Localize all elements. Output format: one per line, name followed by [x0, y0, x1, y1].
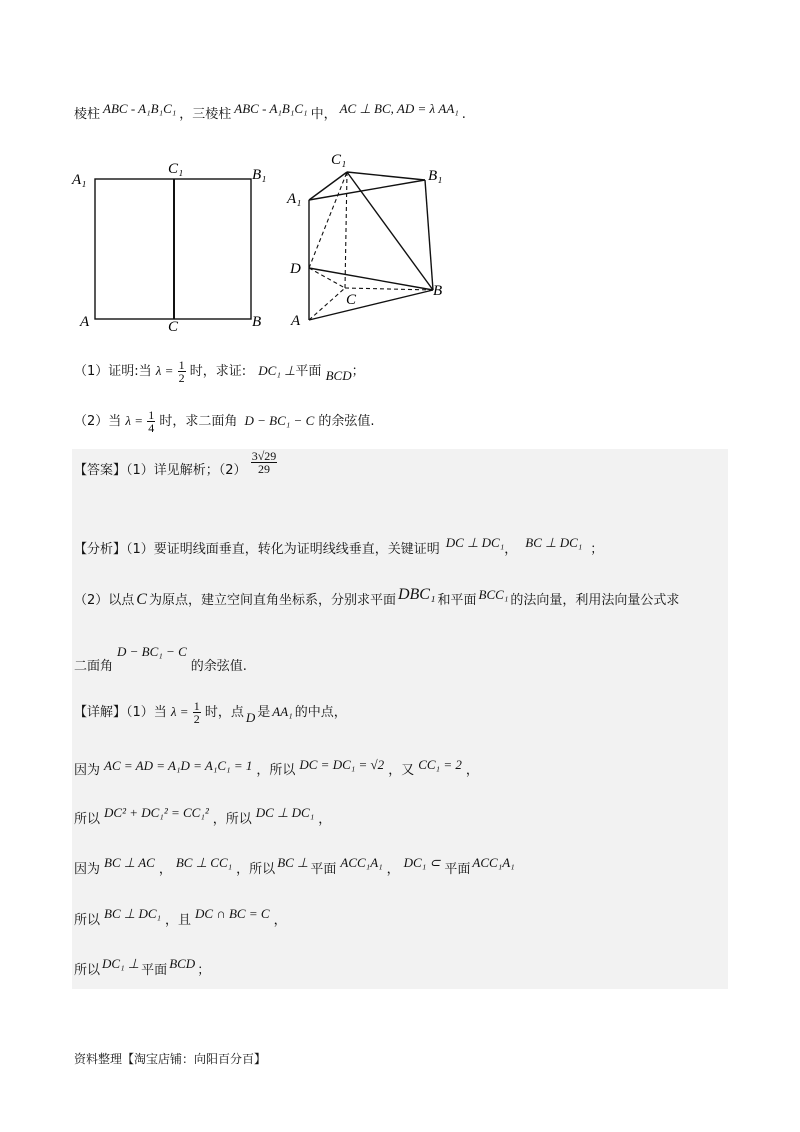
label-a1-left: A₁	[72, 172, 87, 188]
detail-l4-plane2: 平面	[444, 862, 471, 877]
analysis-math-3: C	[136, 591, 147, 608]
answer-den: 29	[257, 462, 270, 476]
detail-l2-mid2: ，又	[388, 763, 415, 778]
detail-l1-mid: 时，点	[204, 705, 244, 720]
q1-prefix: （1）证明:当	[74, 364, 152, 379]
q1-fraction	[178, 359, 186, 384]
analysis-line-3	[74, 644, 247, 674]
detail-label: 【详解】（1）当	[74, 705, 167, 720]
edge-a1-b1	[309, 180, 425, 200]
detail-l6-end: ；	[197, 963, 211, 978]
detail-l2-pre: 因为	[74, 763, 101, 778]
detail-l1-end: 的中点，	[294, 705, 347, 720]
detail-l2-math-2: DC = DC₁ = √2	[299, 757, 385, 772]
label-c-right: C	[346, 292, 357, 308]
detail-l4-math-1: BC ⊥ AC	[104, 855, 155, 870]
q2-lambda: λ =	[125, 413, 144, 428]
analysis-l3-prefix: 二面角	[74, 659, 114, 674]
edge-a1-c1	[309, 172, 347, 200]
detail-l5-pre: 所以	[74, 913, 101, 928]
analysis-line-1	[74, 535, 604, 557]
q1-mid: 时，求证:	[189, 364, 247, 379]
label-c1-left: C₁	[168, 161, 184, 177]
intro-text-3: 中，	[310, 107, 337, 122]
intro-line	[74, 103, 466, 122]
label-c-left: C	[168, 319, 179, 335]
detail-l4-mid: ，所以	[236, 862, 276, 877]
detail-aa1: AA₁	[272, 704, 293, 719]
detail-l4-math-2: BC ⊥ CC₁	[175, 855, 233, 870]
q2-end: 的余弦值.	[318, 414, 375, 429]
analysis-math-4: DBC₁	[397, 586, 436, 603]
detail-l5-math-1: BC ⊥ DC₁	[104, 906, 162, 921]
q1-plane: 平面	[295, 364, 322, 379]
question-1	[74, 359, 365, 384]
analysis-label: 【分析】（1）要证明线面垂直，转化为证明线线垂直，关键证明	[74, 542, 440, 557]
answer-line	[74, 449, 277, 484]
q2-fraction	[147, 409, 155, 434]
detail-l3-mid: ，所以	[212, 812, 252, 827]
figure-prism	[285, 148, 460, 333]
intro-text-4: .	[461, 107, 466, 122]
analysis-l2-mid: 为原点，建立空间直角坐标系，分别求平面	[148, 593, 396, 608]
label-a-right: A	[291, 313, 301, 329]
intro-text-1: 棱柱	[74, 107, 101, 122]
edge-c1-b	[347, 172, 433, 290]
q1-lambda: λ =	[155, 363, 174, 378]
analysis-math-5: BCC₁	[478, 587, 509, 602]
edge-c1-c	[345, 172, 347, 288]
answer-label: 【答案】（1）详见解析；（2）	[74, 463, 247, 478]
detail-line-5	[74, 906, 287, 928]
detail-l4-math-4: ACC₁A₁	[340, 855, 383, 870]
q1-end: ；	[351, 364, 365, 379]
detail-lambda: λ =	[170, 704, 189, 719]
detail-l2-end: ，	[465, 763, 479, 778]
detail-l5-math-2: DC ∩ BC = C	[195, 906, 270, 921]
label-d-right: D	[290, 261, 301, 277]
detail-point-d: D	[245, 710, 256, 725]
detail-l4-math-5: DC₁ ⊂	[403, 855, 441, 870]
q2-mid: 时，求二面角	[159, 414, 238, 429]
q1-math-1: DC₁ ⊥	[258, 363, 296, 378]
detail-l4-plane: 平面	[310, 862, 337, 877]
edge-a-b	[309, 290, 433, 320]
detail-frac-num: 1	[193, 699, 200, 713]
question-2	[74, 409, 375, 434]
detail-l2-mid: ，所以	[256, 763, 296, 778]
label-a-left: A	[80, 314, 90, 330]
analysis-math-1: DC ⊥ DC₁	[445, 535, 505, 550]
detail-line-6	[74, 956, 211, 978]
detail-l2-math-3: CC₁ = 2	[418, 757, 462, 772]
detail-line-1	[74, 700, 347, 725]
analysis-line-2	[74, 586, 680, 609]
q2-math: D − BC₁ − C	[244, 413, 315, 428]
edge-d-b	[309, 268, 433, 290]
detail-l6-pre: 所以	[74, 963, 101, 978]
label-b1-right: B₁	[428, 168, 443, 184]
detail-frac-den: 2	[193, 712, 200, 726]
footer-text: 资料整理【淘宝店铺：向阳百分百】	[74, 1052, 267, 1066]
q2-prefix: （2）当	[74, 414, 122, 429]
detail-l3-end: ，	[318, 812, 332, 827]
detail-l3-math-2: DC ⊥ DC₁	[255, 805, 315, 820]
edge-b1-b	[425, 180, 433, 290]
analysis-math-2: BC ⊥ DC₁	[525, 535, 583, 550]
prism-name-1: ABC - A₁B₁C₁	[103, 101, 177, 116]
label-b1-left: B₁	[252, 167, 267, 183]
detail-l4-pre: 因为	[74, 862, 101, 877]
detail-l6-plane: 平面	[141, 963, 168, 978]
intro-text-2: ，三棱柱	[179, 107, 232, 122]
detail-line-3	[74, 805, 332, 827]
detail-l1-mid2: 是	[257, 705, 271, 720]
analysis-l3-end: 的余弦值.	[190, 659, 247, 674]
q1-frac-num: 1	[178, 358, 185, 372]
detail-l4-sep2: ，	[386, 862, 400, 877]
detail-l6-math-2: BCD	[169, 956, 196, 971]
label-b-left: B	[252, 314, 262, 330]
analysis-l2-prefix: （2）以点	[74, 593, 135, 608]
detail-l4-sep: ，	[158, 862, 172, 877]
detail-l3-math-1: DC² + DC₁² = CC₁²	[104, 805, 209, 820]
detail-l3-pre: 所以	[74, 812, 101, 827]
detail-l4-math-6: ACC₁A₁	[472, 855, 515, 870]
detail-l2-math-1: AC = AD = A₁D = A₁C₁ = 1	[104, 758, 253, 773]
detail-l6-math-1: DC₁ ⊥	[102, 956, 140, 971]
label-a1-right: A₁	[287, 191, 302, 207]
answer-num: 3√29	[251, 449, 277, 463]
figure-unfolded	[70, 155, 280, 335]
page-footer	[74, 1050, 266, 1067]
analysis-l2-and: 和平面	[437, 593, 477, 608]
answer-fraction	[251, 450, 278, 475]
q2-frac-num: 1	[148, 408, 155, 422]
detail-l5-end: ，	[273, 913, 287, 928]
intro-condition: AC ⊥ BC, AD = λ AA₁	[339, 101, 459, 116]
analysis-end: ；	[590, 542, 604, 557]
q1-math-2: BCD	[325, 368, 352, 383]
q1-frac-den: 2	[178, 371, 185, 385]
analysis-sep: ，	[504, 542, 518, 557]
analysis-l2-end: 的法向量，利用法向量公式求	[510, 593, 680, 608]
detail-line-4	[74, 855, 517, 877]
detail-l4-math-3: BC ⊥	[277, 855, 309, 870]
analysis-math-6: D − BC₁ − C	[117, 644, 187, 659]
label-c1-right: C₁	[331, 152, 347, 168]
detail-l5-mid: ，且	[165, 913, 192, 928]
q2-frac-den: 4	[148, 421, 155, 435]
label-b-right: B	[433, 283, 443, 299]
edge-c1-b1	[347, 172, 425, 180]
detail-line-2	[74, 759, 479, 778]
prism-name-2: ABC - A₁B₁C₁	[234, 101, 308, 116]
detail-fraction	[193, 700, 201, 725]
